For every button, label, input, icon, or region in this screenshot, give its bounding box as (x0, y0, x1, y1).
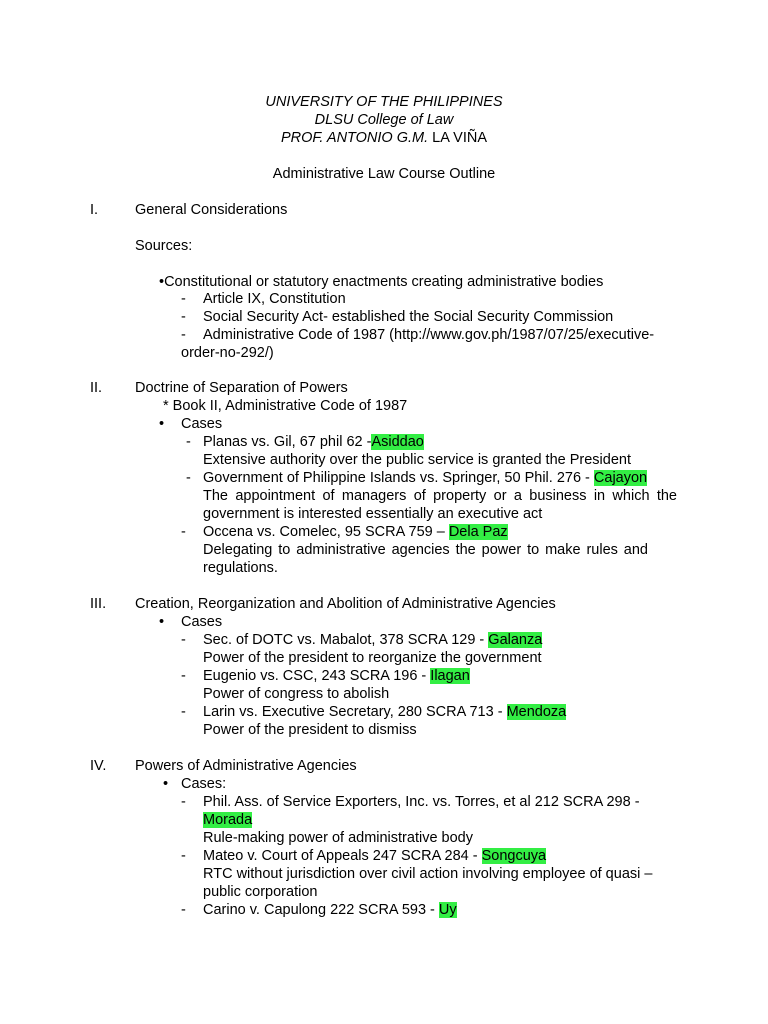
cases-label: Cases: (181, 776, 227, 792)
source-item: - (181, 327, 186, 343)
case-citation: Eugenio vs. CSC, 243 SCRA 196 - Ilagan (203, 668, 470, 684)
section-1-title: General Considerations (135, 202, 288, 218)
case-dash: - (181, 704, 186, 720)
case-description: Extensive authority over the public service is granted the President (203, 452, 631, 468)
case-dash: - (181, 794, 186, 810)
professor-name: PROF. ANTONIO G.M. (280, 130, 429, 146)
case-dash: - (186, 434, 191, 450)
case-dash: - (181, 902, 186, 918)
source-item-text: Social Security Act- established the Social Security Commission (203, 309, 614, 325)
case-citation: Larin vs. Executive Secretary, 280 SCRA 713 - Mendoza (203, 704, 567, 720)
source-item: - (181, 309, 186, 325)
case-description: Delegating to administrative agencies the power to make rules and (203, 542, 648, 558)
case-dash: - (181, 848, 186, 864)
assigned-student: Morada (203, 812, 253, 828)
assigned-student: Cajayon (593, 470, 648, 486)
case-description: regulations. (203, 560, 278, 576)
bullet-icon: • (159, 614, 165, 630)
assigned-student: Songcuya (481, 848, 547, 864)
assigned-student: Uy (438, 902, 457, 918)
case-description: Power of congress to abolish (203, 686, 390, 702)
source-item-text: Article IX, Constitution (203, 291, 346, 307)
assigned-student: Ilagan (430, 668, 470, 684)
header-professor (0, 129, 768, 147)
cases-label: Cases (181, 614, 223, 630)
case-description: Power of the president to dismiss (203, 722, 417, 738)
assigned-student: Asiddao (371, 434, 424, 450)
source-item: - (181, 291, 186, 307)
case-dash: - (181, 524, 186, 540)
case-description: public corporation (203, 884, 318, 900)
case-citation: Phil. Ass. of Service Exporters, Inc. vs. Torres, et al 212 SCRA 298 - (203, 794, 640, 810)
section-4-number: IV. (90, 758, 107, 774)
section-2-title: Doctrine of Separation of Powers (135, 380, 348, 396)
bullet-icon: • (159, 416, 165, 432)
case-dash: - (181, 632, 186, 648)
case-citation: Mateo v. Court of Appeals 247 SCRA 284 - Songcuya (203, 848, 547, 864)
source-item-text: Administrative Code of 1987 (http://www.gov.ph/1987/07/25/executive- (203, 327, 655, 343)
case-citation: Planas vs. Gil, 67 phil 62 -Asiddao (203, 434, 424, 450)
header-college: DLSU College of Law (314, 112, 454, 128)
section-3-title: Creation, Reorganization and Abolition of Administrative Agencies (135, 596, 556, 612)
case-citation: Sec. of DOTC vs. Mabalot, 378 SCRA 129 - Galanza (203, 632, 543, 648)
section-4-title: Powers of Administrative Agencies (135, 758, 357, 774)
source-item-continuation: order-no-292/) (181, 345, 274, 361)
case-description: RTC without jurisdiction over civil action involving employee of quasi – (203, 866, 653, 882)
case-description: government is interested essentially an executive act (203, 506, 543, 522)
sources-label: Sources: (135, 238, 193, 254)
sources-bullet: •Constitutional or statutory enactments creating administrative bodies (159, 274, 604, 290)
section-2-note: * Book II, Administrative Code of 1987 (163, 398, 408, 414)
case-student-line (203, 811, 252, 829)
assigned-student: Dela Paz (448, 524, 508, 540)
header-university: UNIVERSITY OF THE PHILIPPINES (265, 94, 503, 110)
case-dash: - (181, 668, 186, 684)
case-citation: Government of Philippine Islands vs. Springer, 50 Phil. 276 - Cajayon (203, 470, 648, 486)
bullet-icon: • (163, 776, 169, 792)
case-description: Power of the president to reorganize the government (203, 650, 542, 666)
document-title: Administrative Law Course Outline (272, 166, 496, 182)
assigned-student: Galanza (488, 632, 543, 648)
case-dash: - (186, 470, 191, 486)
cases-label: Cases (181, 416, 223, 432)
assigned-student: Mendoza (506, 704, 567, 720)
section-1-number: I. (90, 202, 99, 218)
case-citation: Carino v. Capulong 222 SCRA 593 - Uy (203, 902, 457, 918)
section-2-number: II. (90, 380, 103, 396)
case-description: The appointment of managers of property or a business in which the (203, 488, 677, 504)
case-description: Rule-making power of administrative body (203, 830, 473, 846)
case-citation: Occena vs. Comelec, 95 SCRA 759 – Dela Paz (203, 524, 508, 540)
professor-surname: LA VIÑA (428, 130, 487, 146)
section-3-number: III. (90, 596, 107, 612)
